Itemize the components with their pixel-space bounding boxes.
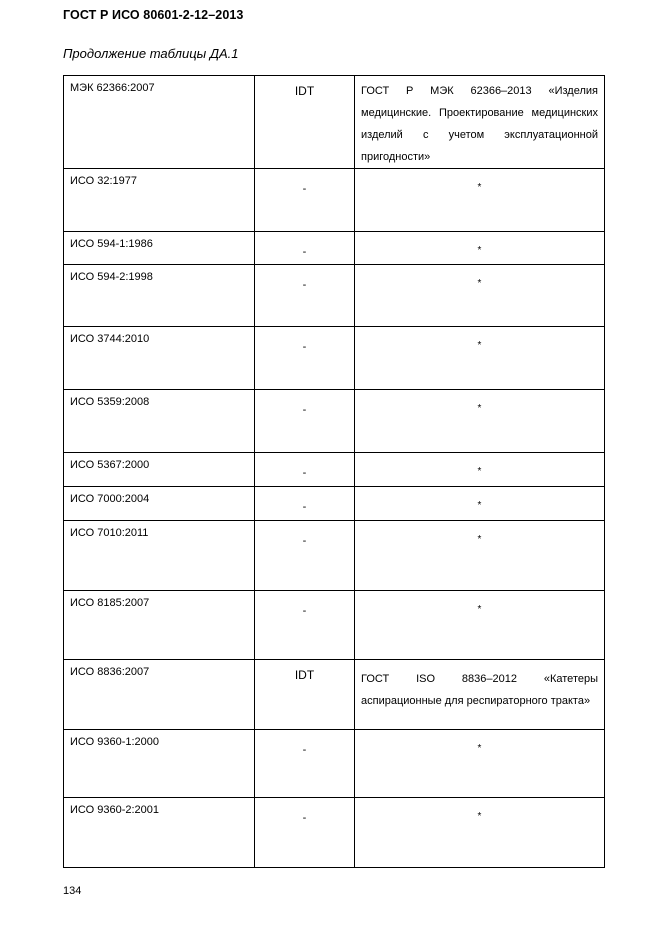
conformity-degree: - bbox=[302, 812, 307, 824]
intl-standard-cell: ИСО 8185:2007 bbox=[64, 591, 255, 660]
conformity-degree: IDT bbox=[294, 668, 315, 682]
conformity-degree-cell bbox=[255, 169, 355, 232]
national-standard-text: * bbox=[477, 743, 482, 754]
national-standard-cell bbox=[355, 591, 605, 660]
conformity-degree: - bbox=[302, 404, 307, 416]
intl-standard-cell: ИСО 8836:2007 bbox=[64, 660, 255, 730]
conformity-degree-cell bbox=[255, 76, 355, 169]
national-standard-text: * bbox=[477, 403, 482, 414]
table-row bbox=[64, 591, 605, 660]
national-standard-cell bbox=[355, 453, 605, 487]
conformity-degree: - bbox=[302, 341, 307, 353]
table-row bbox=[64, 265, 605, 327]
intl-standard-cell: ИСО 9360-1:2000 bbox=[64, 730, 255, 798]
table-row bbox=[64, 453, 605, 487]
table-row bbox=[64, 521, 605, 591]
conformity-degree-cell bbox=[255, 487, 355, 521]
national-standard-cell bbox=[355, 521, 605, 591]
national-standard-cell bbox=[355, 730, 605, 798]
national-standard-text: * bbox=[477, 182, 482, 193]
conformity-degree: - bbox=[302, 744, 307, 756]
conformity-degree: - bbox=[302, 535, 307, 547]
national-standard-text: * bbox=[477, 340, 482, 351]
table-row bbox=[64, 660, 605, 730]
conformity-degree-cell bbox=[255, 521, 355, 591]
conformity-degree: - bbox=[302, 467, 307, 479]
national-standard-cell bbox=[355, 169, 605, 232]
intl-standard-cell: ИСО 3744:2010 bbox=[64, 327, 255, 390]
table-row bbox=[64, 487, 605, 521]
table-row bbox=[64, 730, 605, 798]
intl-standard-cell: ИСО 594-1:1986 bbox=[64, 232, 255, 265]
national-standard-text: * bbox=[477, 466, 482, 477]
national-standard-text: ГОСТ Р МЭК 62366–2013 «Изделия медицинские. Проектирование медицинских изделий с учетом эксплуатационной пригодности» bbox=[361, 85, 598, 163]
conformity-degree-cell bbox=[255, 265, 355, 327]
intl-standard-cell: ИСО 5367:2000 bbox=[64, 453, 255, 487]
intl-standard-cell: ИСО 7000:2004 bbox=[64, 487, 255, 521]
intl-standard-cell: ИСО 594-2:1998 bbox=[64, 265, 255, 327]
standard-code-header: ГОСТ Р ИСО 80601-2-12–2013 bbox=[63, 8, 244, 22]
table-row bbox=[64, 232, 605, 265]
conformity-degree-cell bbox=[255, 730, 355, 798]
national-standard-cell bbox=[355, 327, 605, 390]
national-standard-cell bbox=[355, 76, 605, 169]
conformity-degree: - bbox=[302, 605, 307, 617]
table-row bbox=[64, 76, 605, 169]
intl-standard-cell: ИСО 9360-2:2001 bbox=[64, 798, 255, 868]
standards-correspondence-table bbox=[63, 75, 605, 868]
national-standard-text: * bbox=[477, 278, 482, 289]
national-standard-text: * bbox=[477, 534, 482, 545]
conformity-degree-cell bbox=[255, 232, 355, 265]
national-standard-cell bbox=[355, 232, 605, 265]
table-continuation-caption: Продолжение таблицы ДА.1 bbox=[63, 46, 239, 61]
intl-standard-cell: ИСО 32:1977 bbox=[64, 169, 255, 232]
conformity-degree: - bbox=[302, 183, 307, 195]
table-row bbox=[64, 798, 605, 868]
national-standard-cell bbox=[355, 660, 605, 730]
national-standard-text: * bbox=[477, 245, 482, 256]
national-standard-cell bbox=[355, 487, 605, 521]
intl-standard-cell: ИСО 5359:2008 bbox=[64, 390, 255, 453]
conformity-degree: - bbox=[302, 279, 307, 291]
conformity-degree-cell bbox=[255, 591, 355, 660]
conformity-degree-cell bbox=[255, 798, 355, 868]
national-standard-cell bbox=[355, 798, 605, 868]
conformity-degree: - bbox=[302, 501, 307, 513]
table-row bbox=[64, 327, 605, 390]
conformity-degree-cell bbox=[255, 453, 355, 487]
national-standard-text: ГОСТ ISO 8836–2012 «Катетеры аспирационные для респираторного тракта» bbox=[361, 673, 598, 707]
conformity-degree-cell bbox=[255, 390, 355, 453]
conformity-degree: - bbox=[302, 246, 307, 258]
national-standard-cell bbox=[355, 390, 605, 453]
table-row bbox=[64, 390, 605, 453]
intl-standard-cell: МЭК 62366:2007 bbox=[64, 76, 255, 169]
national-standard-text: * bbox=[477, 811, 482, 822]
conformity-degree-cell bbox=[255, 660, 355, 730]
conformity-degree: IDT bbox=[294, 84, 315, 98]
conformity-degree-cell bbox=[255, 327, 355, 390]
intl-standard-cell: ИСО 7010:2011 bbox=[64, 521, 255, 591]
national-standard-cell bbox=[355, 265, 605, 327]
national-standard-text: * bbox=[477, 604, 482, 615]
national-standard-text: * bbox=[477, 500, 482, 511]
table-row bbox=[64, 169, 605, 232]
page-number: 134 bbox=[63, 885, 82, 897]
